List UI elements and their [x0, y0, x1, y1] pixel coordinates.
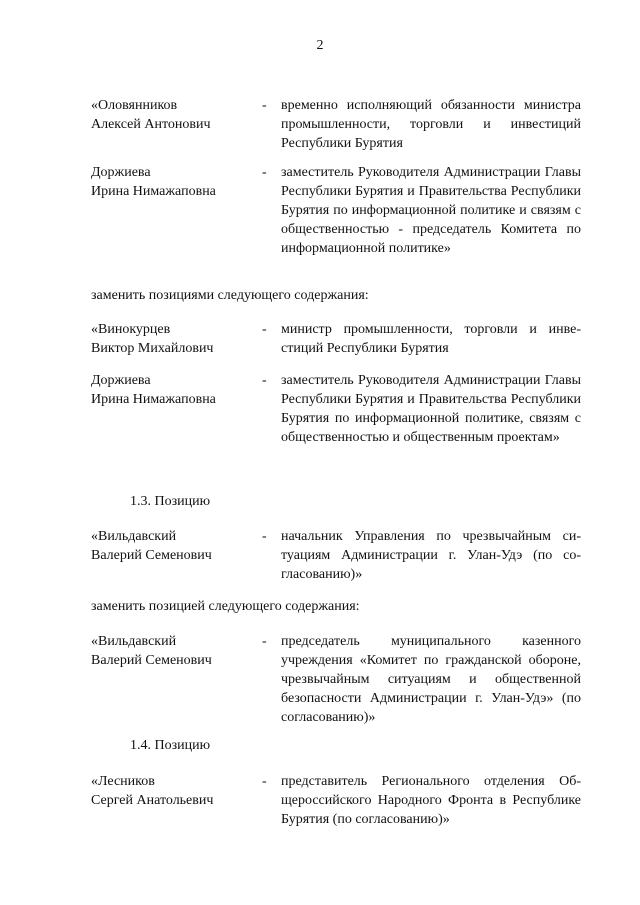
position-description: временно исполняющий обязанности министра промышленности, торговли и инвестиций Республики Бурятия: [281, 98, 581, 151]
person-given-names: Валерий Семенович: [91, 548, 212, 563]
person-given-names: Ирина Нимажаповна: [91, 392, 216, 407]
item-1-4-heading: 1.4. Позицию: [130, 738, 211, 753]
person-name: [91, 371, 261, 409]
dash-separator: -: [262, 322, 267, 337]
person-given-names: Алексей Антонович: [91, 117, 211, 132]
position-description: заместитель Руководителя Администрации Главы Республики Бурятия и Правительства Республики Бурятия по информационной политике, связям с общественностью и общественным проектам»: [281, 373, 581, 445]
dash-separator: -: [262, 373, 267, 388]
item-1-3-heading: 1.3. Позицию: [130, 494, 211, 509]
person-name: [91, 96, 261, 134]
person-name: [91, 632, 261, 670]
page-number: 2: [316, 38, 324, 53]
person-surname: «Оловянников: [91, 98, 178, 113]
dash-separator: -: [262, 529, 267, 544]
replace-positions-text: заменить позициями следующего содержания:: [91, 288, 369, 303]
position-description: заместитель Руководителя Администрации Главы Республики Бурятия и Правительства Республики Бурятия по информационной политике и связям с общественностью - председатель Комитета по информационной политике»: [281, 165, 581, 256]
person-name: [91, 527, 261, 565]
person-given-names: Ирина Нимажаповна: [91, 184, 216, 199]
person-surname: Доржиева: [91, 165, 151, 180]
replace-position-text: заменить позицией следующего содержания:: [91, 599, 360, 614]
position-description: министр промышленности, торговли и инвестиций Республики Бурятия: [281, 322, 581, 356]
dash-separator: -: [262, 634, 267, 649]
person-surname: «Лесников: [91, 774, 155, 789]
dash-separator: -: [262, 165, 267, 180]
dash-separator: -: [262, 98, 267, 113]
dash-separator: -: [262, 774, 267, 789]
person-surname: «Винокурцев: [91, 322, 171, 337]
position-description: начальник Управления по чрезвычайным ситуациям Администрации г. Улан-Удэ (по согласованию)»: [281, 529, 581, 582]
person-given-names: Валерий Семенович: [91, 653, 212, 668]
person-name: [91, 163, 261, 201]
position-description: председатель муниципального казенного учреждения «Комитет по гражданской обороне, чрезвычайным ситуациям и общественной безопасности Администрации г. Улан-Удэ» (по согласованию)»: [281, 634, 581, 725]
position-description: представитель Регионального отделения Общероссийского Народного Фронта в Республике Бурятия (по согласованию)»: [281, 774, 581, 827]
person-given-names: Виктор Михайлович: [91, 341, 214, 356]
person-name: [91, 320, 261, 358]
person-name: [91, 772, 261, 810]
person-surname: «Вильдавский: [91, 634, 177, 649]
person-surname: Доржиева: [91, 373, 151, 388]
person-given-names: Сергей Анатольевич: [91, 793, 214, 808]
person-surname: «Вильдавский: [91, 529, 177, 544]
